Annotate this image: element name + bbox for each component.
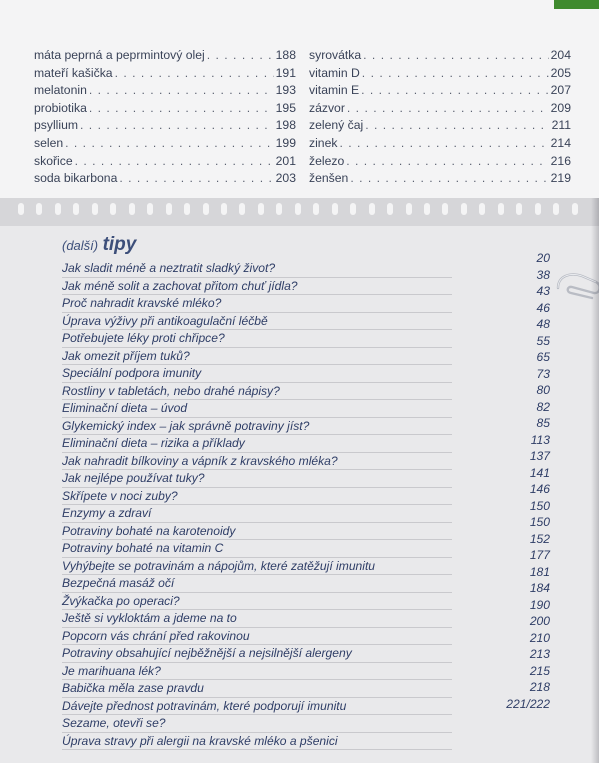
- tip-page-number: 137: [529, 449, 550, 463]
- binding-ring: [276, 203, 282, 215]
- tip-page-number: 200: [529, 614, 550, 628]
- tip-item: Jak omezit příjem tuků?: [62, 348, 452, 366]
- index-entry-page: 204: [550, 48, 571, 62]
- tips-page-numbers: [470, 250, 550, 712]
- index-leader-dots: [80, 117, 274, 135]
- binding-ring: [203, 203, 209, 215]
- tip-page-number: 38: [536, 267, 550, 282]
- index-entry-name: železo: [309, 153, 345, 168]
- tip-page-number: 150: [529, 498, 550, 513]
- tip-item: Proč nahradit kravské mléko?: [62, 295, 452, 313]
- index-entry: [309, 82, 571, 100]
- tip-page-number: 55: [536, 333, 550, 348]
- index-entry-name: zinek: [309, 135, 338, 150]
- index-leader-dots: [65, 135, 274, 153]
- index-entry-page: 188: [275, 48, 296, 62]
- index-entry: [34, 153, 296, 171]
- index-entry: [309, 65, 571, 83]
- index-entry: [34, 82, 296, 100]
- index-entry: [34, 100, 296, 118]
- index-leader-dots: [89, 100, 274, 118]
- index-leader-dots: [365, 117, 549, 135]
- tip-item: Úprava výživy při antikoagulační léčbě: [62, 313, 452, 331]
- index-leader-dots: [362, 65, 549, 83]
- binding-ring: [406, 203, 412, 215]
- index-entry-name: zázvor: [309, 100, 345, 115]
- index-entry-page: 207: [550, 83, 571, 98]
- binding-ring: [18, 203, 24, 215]
- index-entry-page: 216: [550, 153, 571, 168]
- tip-page-number: 181: [529, 564, 550, 579]
- index-leader-dots: [350, 170, 548, 188]
- index-entry-name: melatonin: [34, 83, 87, 98]
- binding-ring: [553, 203, 559, 215]
- index-entry-page: 219: [550, 171, 571, 186]
- tips-heading-title: tipy: [102, 234, 137, 255]
- tip-page-number: 190: [529, 597, 550, 612]
- tip-item: Jak nejlépe používat tuky?: [62, 470, 452, 488]
- tip-item: Potraviny obsahující nejběžnější a nejsilnější alergeny: [62, 645, 452, 663]
- index-entry-page: 205: [550, 65, 571, 80]
- tip-page-number: 141: [529, 465, 550, 480]
- tip-item: Žvýkačka po operaci?: [62, 593, 452, 611]
- binding-ring: [184, 203, 190, 215]
- index-column-right: [309, 47, 571, 188]
- binding-ring: [350, 203, 356, 215]
- index-leader-dots: [361, 82, 549, 100]
- tip-item: Speciální podpora imunity: [62, 365, 452, 383]
- tip-page-number: 113: [530, 432, 550, 447]
- binding-ring: [479, 203, 485, 215]
- index-entry-page: 193: [275, 83, 296, 98]
- binding-ring: [239, 203, 245, 215]
- tip-item: Eliminační dieta – rizika a příklady: [62, 435, 452, 453]
- tip-page-number: 82: [536, 399, 550, 414]
- index-entry-page: 201: [275, 153, 296, 168]
- binding-ring: [73, 203, 79, 215]
- index-entry: [309, 47, 571, 65]
- index-entry-name: vitamin D: [309, 65, 360, 80]
- tip-page-number: 150: [529, 515, 550, 529]
- index-entry-page: 191: [275, 65, 296, 80]
- binding-ring: [424, 203, 430, 215]
- tip-page-number: 213: [529, 647, 550, 661]
- index-entry-page: 211: [551, 118, 571, 133]
- index-entry-name: syrovátka: [309, 48, 362, 62]
- index-entry: [309, 100, 571, 118]
- tips-list: [62, 260, 452, 750]
- tip-item: Ještě si vykloktám a jdeme na to: [62, 610, 452, 628]
- tip-item: Dávejte přednost potravinám, které podporují imunitu: [62, 698, 452, 716]
- tip-item: Babička měla zase pravdu: [62, 680, 452, 698]
- binding-ring: [535, 203, 541, 215]
- index-entry: [34, 170, 296, 188]
- tip-item: Jak méně solit a zachovat přitom chuť jídla?: [62, 278, 452, 296]
- tip-page-number: 85: [536, 416, 550, 430]
- index-entry-name: zelený čaj: [309, 118, 364, 133]
- tip-page-number: 152: [529, 531, 550, 546]
- tip-page-number: 65: [536, 350, 550, 364]
- tip-item: Enzymy a zdraví: [62, 505, 452, 523]
- index-entry-name: ženšen: [309, 171, 349, 186]
- tip-item: Eliminační dieta – úvod: [62, 400, 452, 418]
- tip-page-number: 73: [536, 366, 550, 381]
- tip-item: Potraviny bohaté na karotenoidy: [62, 523, 452, 541]
- index-entry-page: 198: [275, 118, 296, 133]
- binding-ring: [295, 203, 301, 215]
- index-entry-page: 199: [275, 135, 296, 150]
- binding-ring: [221, 203, 227, 215]
- index-leader-dots: [347, 100, 549, 118]
- index-entry-name: mateří kašička: [34, 65, 113, 80]
- index-entry-name: soda bikarbona: [34, 171, 118, 186]
- index-leader-dots: [89, 82, 274, 100]
- binding-ring: [110, 203, 116, 215]
- tip-page-number: 177: [529, 548, 550, 562]
- index-entry: [34, 135, 296, 153]
- spiral-binding-rings: [18, 203, 578, 217]
- tip-page-number: 218: [529, 680, 550, 694]
- tip-item: Jak sladit méně a neztratit sladký život?: [62, 260, 452, 278]
- index-entry: [34, 47, 296, 65]
- index-entry-page: 203: [275, 171, 296, 186]
- index-entry-page: 195: [275, 100, 296, 115]
- index-leader-dots: [363, 47, 549, 65]
- tip-item: Glykemický index – jak správně potraviny jíst?: [62, 418, 452, 436]
- tips-heading-prefix: (další): [62, 238, 99, 253]
- index-leader-dots: [346, 153, 548, 171]
- tip-page-number: 184: [529, 581, 550, 595]
- tip-page-number: 221/222: [506, 696, 550, 711]
- index-leader-dots: [75, 153, 274, 171]
- binding-ring: [147, 203, 153, 215]
- tip-page-number: 48: [536, 317, 550, 331]
- binding-ring: [36, 203, 42, 215]
- index-entry-page: 209: [550, 100, 571, 115]
- index-leader-dots: [115, 65, 274, 83]
- tip-item: Vyhýbejte se potravinám a nápojům, které zatěžují imunitu: [62, 558, 452, 576]
- index-leader-dots: [339, 135, 548, 153]
- tip-item: Rostliny v tabletách, nebo drahé nápisy?: [62, 383, 452, 401]
- binding-ring: [313, 203, 319, 215]
- tips-heading: [62, 234, 136, 256]
- tip-item: Potraviny bohaté na vitamin C: [62, 540, 452, 558]
- tip-item: Skřípete v noci zuby?: [62, 488, 452, 506]
- index-entry-name: máta peprná a peprmintový olej: [34, 48, 205, 62]
- binding-ring: [55, 203, 61, 215]
- tip-page-number: 80: [536, 383, 550, 397]
- index-entry: [34, 117, 296, 135]
- tip-item: Potřebujete léky proti chřipce?: [62, 330, 452, 348]
- index-entry: [309, 153, 571, 171]
- index-leader-dots: [119, 170, 273, 188]
- binding-ring: [461, 203, 467, 215]
- index-entry: [309, 135, 571, 153]
- index-leader-dots: [207, 47, 274, 65]
- green-corner-tab: [554, 0, 599, 9]
- index-entry-name: probiotika: [34, 100, 87, 115]
- tip-page-number: 210: [529, 630, 550, 645]
- index-column-left: [34, 47, 296, 188]
- tip-page-number: 43: [536, 284, 550, 298]
- binding-ring: [498, 203, 504, 215]
- binding-ring: [166, 203, 172, 215]
- index-entry-name: psyllium: [34, 118, 79, 133]
- index-entry-name: vitamin E: [309, 83, 360, 98]
- binding-ring: [258, 203, 264, 215]
- tip-item: Úprava stravy při alergii na kravské mléko a pšenici: [62, 733, 452, 751]
- binding-ring: [572, 203, 578, 215]
- index-entry-name: skořice: [34, 153, 73, 168]
- tip-page-number: 146: [529, 482, 550, 496]
- binding-ring: [442, 203, 448, 215]
- tip-item: Bezpečná masáž očí: [62, 575, 452, 593]
- index-entry: [34, 65, 296, 83]
- binding-ring: [387, 203, 393, 215]
- tip-item: Sezame, otevři se?: [62, 715, 452, 733]
- index-entry: [309, 170, 571, 188]
- index-entry: [309, 117, 571, 135]
- index-entry-page: 214: [550, 135, 571, 150]
- page-edge-shadow: [591, 198, 599, 763]
- binding-ring: [332, 203, 338, 215]
- tip-page-number: 46: [536, 300, 550, 315]
- binding-ring: [92, 203, 98, 215]
- tip-page-number: 215: [529, 663, 550, 678]
- tip-item: Jak nahradit bílkoviny a vápník z kravského mléka?: [62, 453, 452, 471]
- binding-ring: [369, 203, 375, 215]
- binding-ring: [129, 203, 135, 215]
- tip-item: Popcorn vás chrání před rakovinou: [62, 628, 452, 646]
- tip-page-number: 20: [536, 251, 550, 265]
- index-entry-name: selen: [34, 135, 64, 150]
- binding-ring: [516, 203, 522, 215]
- tip-item: Je marihuana lék?: [62, 663, 452, 681]
